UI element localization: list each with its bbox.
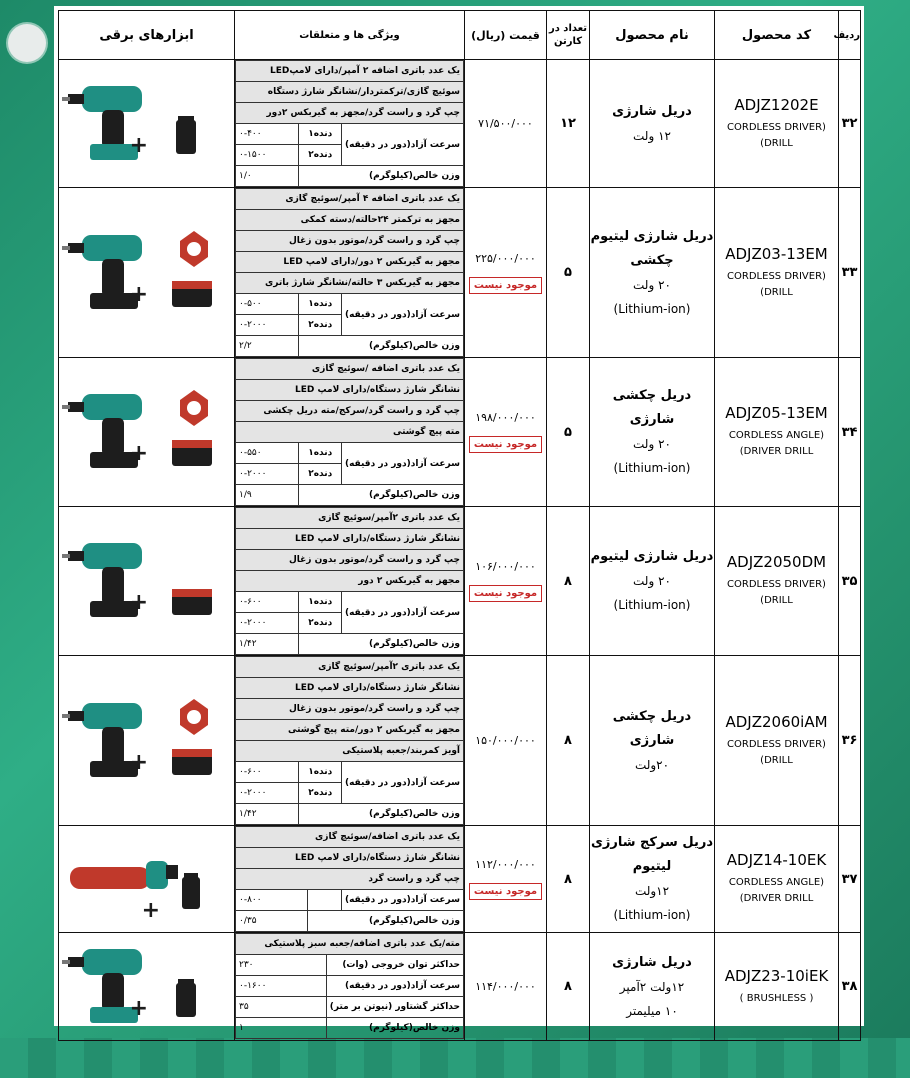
price-value: ۱۱۴/۰۰۰/۰۰۰ [475, 980, 536, 993]
weight-value: ۰/۳۵ [236, 911, 308, 932]
carton-qty: ۸ [547, 507, 590, 656]
gear-label: دنده۱ [299, 762, 342, 783]
speed-label: سرعت آزاد(دور در دقیقه) [341, 762, 463, 804]
speed-value: ۰-۵۰۰ [236, 294, 299, 315]
weight-label: وزن خالص(کیلوگرم) [299, 804, 464, 825]
carton-qty: ۱۲ [547, 60, 590, 188]
header-code: کد محصول [715, 11, 839, 60]
specs-table [235, 188, 464, 357]
header-price: قیمت (ریال) [465, 11, 547, 60]
gear-label: دنده۲ [299, 464, 342, 485]
product-row [59, 656, 861, 826]
product-code-cell [715, 507, 839, 656]
price-cell [465, 826, 547, 933]
speed-value: ۰-۴۰۰ [236, 124, 299, 145]
header-row [59, 11, 861, 60]
svg-text:+: + [141, 898, 160, 923]
product-code-desc: (CORDLESS ANGLE DRIVER DRILL) [728, 430, 825, 457]
product-spec-line: ۱۲ولت [634, 884, 670, 898]
product-code: ADJZ23-10iEK [724, 966, 829, 985]
spec-label: حداکثر توان خروجی (وات) [326, 955, 463, 976]
warranty-badge-icon [180, 699, 208, 735]
specs-table [235, 507, 464, 655]
header-image: ابزارهای برقی [59, 11, 235, 60]
svg-text:+: + [129, 995, 148, 1021]
product-name-cell [590, 358, 715, 507]
product-image [62, 827, 232, 927]
row-number: ۳۸ [839, 933, 861, 1041]
product-spec-line: ۲۰ولت [634, 757, 670, 772]
spec-line: نشانگر شارژ دستگاه/دارای لامپ LED [236, 529, 464, 550]
weight-label: وزن خالص(کیلوگرم) [299, 634, 464, 655]
gear-label: دنده۱ [299, 124, 342, 145]
spec-value: ۲۳۰ [236, 955, 327, 976]
product-spec-line: ۱۰ میلیمتر [626, 1003, 678, 1018]
product-code: ADJZ05-13EM [725, 404, 828, 422]
product-name-cell [590, 826, 715, 933]
spec-value: ۰-۱۶۰۰ [236, 976, 327, 997]
specs-cell [235, 507, 465, 656]
product-code-cell [715, 358, 839, 507]
speed-label: سرعت آزاد(دور در دقیقه) [341, 443, 463, 485]
product-code-cell [715, 933, 839, 1041]
product-name-cell [590, 188, 715, 358]
product-name: دریل شارژی [612, 954, 692, 970]
price-cell [465, 358, 547, 507]
spec-line: یک عدد باتری اضافه ۲ آمپر/دارای لامپLED [236, 61, 464, 82]
svg-text:+: + [129, 132, 148, 158]
product-spec-line: (Lithium-ion) [613, 908, 691, 922]
specs-cell [235, 188, 465, 358]
image-cell [59, 507, 235, 656]
angle-drill-icon [70, 861, 178, 889]
product-spec-line: ۱۲ ولت [633, 128, 671, 143]
battery-icon [172, 749, 212, 775]
price-table [58, 10, 861, 1041]
decor-circle [8, 24, 46, 62]
specs-cell [235, 358, 465, 507]
image-cell [59, 933, 235, 1041]
header-row-number: ردیف [839, 11, 861, 60]
product-code-desc: (CORDLESS DRIVER DRILL) [727, 738, 826, 766]
product-code: ADJZ03-13EM [725, 244, 828, 263]
weight-value: ۱ [236, 1018, 327, 1039]
gear-label: دنده۲ [299, 315, 342, 336]
out-of-stock-badge: موجود نیست [469, 277, 542, 294]
gear-label: دنده۱ [299, 443, 342, 464]
product-name: دریل شارژی لیتیوم چکشی [590, 228, 714, 268]
row-number: ۳۷ [839, 826, 861, 933]
spec-value: ۳۵ [236, 997, 327, 1018]
product-code-desc: ( BRUSHLESS ) [739, 992, 814, 1004]
product-code-desc: (CORDLESS DRIVER DRILL) [727, 579, 826, 606]
product-row [59, 507, 861, 656]
price-cell [465, 656, 547, 826]
weight-value: ۱/۴۲ [236, 804, 299, 825]
speed-value: ۰-۲۰۰۰ [236, 464, 299, 485]
price-value: ۷۱/۵۰۰/۰۰۰ [478, 117, 533, 130]
carton-qty: ۵ [547, 358, 590, 507]
weight-value: ۱/۹ [236, 485, 299, 506]
gear-label: دنده۲ [299, 145, 342, 166]
product-row [59, 60, 861, 188]
price-cell [465, 933, 547, 1041]
spec-line: چپ گرد و راست گرد/سرکج/مته دریل چکشی [236, 401, 464, 422]
speed-value: ۰-۸۰۰ [236, 890, 308, 911]
battery-icon [172, 589, 212, 615]
row-number: ۳۳ [839, 188, 861, 358]
product-code-cell [715, 826, 839, 933]
svg-text:+: + [129, 749, 148, 775]
specs-table [235, 826, 464, 932]
speed-value: ۰-۱۵۰۰ [236, 145, 299, 166]
gear-label: دنده۱ [299, 592, 342, 613]
specs-table [235, 358, 464, 506]
speed-value: ۰-۲۰۰۰ [236, 783, 299, 804]
product-image [62, 380, 232, 480]
spec-line: مجهز به ترکمتر ۲۴حالته/دسته کمکی [236, 210, 464, 231]
speed-label: سرعت آزاد(دور در دقیقه) [341, 592, 463, 634]
price-cell [465, 188, 547, 358]
spec-line: سوئیچ گازی/ترکمتردار/نشانگر شارژ دستگاه [236, 82, 464, 103]
product-code-desc: (CORDLESS ANGLE DRIVER DRILL) [728, 877, 825, 904]
speed-value: ۰-۲۰۰۰ [236, 315, 299, 336]
out-of-stock-badge: موجود نیست [469, 585, 542, 602]
spec-label: حداکثر گشتاور (نیوتن بر متر) [326, 997, 463, 1018]
product-image [62, 529, 232, 629]
product-code-cell [715, 60, 839, 188]
product-image [62, 935, 232, 1035]
weight-label: وزن خالص(کیلوگرم) [299, 336, 464, 357]
weight-value: ۱/۰ [236, 166, 299, 187]
price-cell [465, 60, 547, 188]
price-value: ۲۲۵/۰۰۰/۰۰۰ [475, 251, 536, 265]
spec-line: مته پیچ گوشتی [236, 422, 464, 443]
spec-line: چپ گرد و راست گرد/موتور بدون زغال [236, 231, 464, 252]
weight-label: وزن خالص(کیلوگرم) [299, 485, 464, 506]
warranty-badge-icon [180, 231, 208, 267]
carton-qty: ۸ [547, 656, 590, 826]
product-code: ADJZ14-10EK [726, 851, 827, 869]
product-spec-line: (Lithium-ion) [613, 301, 691, 316]
spec-line: نشانگر شارژ دستگاه/دارای لامپ LED [236, 848, 464, 869]
product-name-cell [590, 60, 715, 188]
weight-value: ۲/۲ [236, 336, 299, 357]
specs-table [235, 656, 464, 825]
header-qty: تعداد در کارتن [547, 11, 590, 60]
header-specs: ویژگی ها و متعلقات [235, 11, 465, 60]
spec-line: نشانگر شارژ دستگاه/دارای لامپ LED [236, 678, 464, 699]
speed-value: ۰-۶۰۰ [236, 762, 299, 783]
specs-cell [235, 60, 465, 188]
spec-line: یک عدد باتری اضافه /سوئیچ گازی [236, 359, 464, 380]
spec-line: آویز کمربند/جعبه پلاستیکی [236, 741, 464, 762]
battery-icon [172, 281, 212, 307]
spec-label: سرعت آزاد(دور در دقیقه) [326, 976, 463, 997]
specs-cell [235, 933, 465, 1041]
row-number: ۳۵ [839, 507, 861, 656]
product-row [59, 188, 861, 358]
carton-qty: ۸ [547, 933, 590, 1041]
speed-value: ۰-۵۵۰ [236, 443, 299, 464]
speed-label: سرعت آزاد(دور در دقیقه) [341, 124, 463, 166]
weight-label: وزن خالص(کیلوگرم) [299, 166, 464, 187]
out-of-stock-badge: موجود نیست [469, 883, 542, 900]
svg-text:+: + [129, 590, 148, 615]
product-name: دریل چکشی شارژی [612, 388, 692, 427]
out-of-stock-badge: موجود نیست [469, 436, 542, 453]
product-name: دریل سرکج شارژی لیتیوم [590, 835, 714, 874]
product-name: دریل شارژی [612, 103, 692, 119]
image-cell [59, 826, 235, 933]
row-number: ۳۴ [839, 358, 861, 507]
battery-icon [176, 979, 196, 1017]
speed-value: ۰-۲۰۰۰ [236, 613, 299, 634]
product-image [62, 689, 232, 789]
gear-label: دنده۲ [299, 613, 342, 634]
spec-line: چپ گرد و راست گرد/مجهز به گیربکس ۲دور [236, 103, 464, 124]
weight-label: وزن خالص(کیلوگرم) [307, 911, 464, 932]
product-name-cell [590, 507, 715, 656]
product-code-desc: (CORDLESS DRIVER DRILL) [727, 121, 826, 149]
product-code-cell [715, 656, 839, 826]
weight-label: وزن خالص(کیلوگرم) [326, 1018, 463, 1039]
battery-icon [176, 116, 196, 154]
specs-table [235, 933, 464, 1039]
price-value: ۱۹۸/۰۰۰/۰۰۰ [475, 411, 536, 424]
product-spec-line: ۲۰ ولت [633, 277, 671, 292]
speed-value: ۰-۶۰۰ [236, 592, 299, 613]
product-spec-line: ۲۰ ولت [633, 574, 671, 588]
spec-line: یک عدد باتری اضافه/سوئیچ گازی [236, 827, 464, 848]
product-spec-line: ۲۰ ولت [633, 437, 671, 451]
carton-qty: ۸ [547, 826, 590, 933]
product-row [59, 358, 861, 507]
spec-line: چپ گرد و راست گرد [236, 869, 464, 890]
spec-line: یک عدد باتری ۲آمپر/سوئیچ گازی [236, 508, 464, 529]
gear-label [307, 890, 341, 911]
product-name-cell [590, 656, 715, 826]
row-number: ۳۶ [839, 656, 861, 826]
product-code-cell [715, 188, 839, 358]
price-value: ۱۵۰/۰۰۰/۰۰۰ [475, 734, 536, 747]
spec-line: مجهز به گیربکس ۳ حالته/نشانگر شارژ باتری [236, 273, 464, 294]
product-row [59, 933, 861, 1041]
spec-line: نشانگر شارژ دستگاه/دارای لامپ LED [236, 380, 464, 401]
product-spec-line: (Lithium-ion) [613, 461, 691, 475]
product-spec-line: ۱۲ولت ۲آمپر [619, 979, 685, 994]
weight-value: ۱/۴۲ [236, 634, 299, 655]
header-name: نام محصول [590, 11, 715, 60]
specs-cell [235, 826, 465, 933]
spec-line: چپ گرد و راست گرد/موتور بدون زغال [236, 699, 464, 720]
spec-line: مجهز به گیربکس ۲ دور/دارای لامپ LED [236, 252, 464, 273]
image-cell [59, 358, 235, 507]
spec-line: مته/یک عدد باتری اضافه/جعبه سبز پلاستیکی [236, 934, 464, 955]
svg-text:+: + [129, 281, 148, 307]
svg-text:+: + [129, 441, 148, 466]
specs-table [235, 60, 464, 187]
price-value: ۱۱۲/۰۰۰/۰۰۰ [475, 858, 536, 871]
product-name-cell [590, 933, 715, 1041]
gear-label: دنده۱ [299, 294, 342, 315]
row-number: ۳۲ [839, 60, 861, 188]
spec-line: مجهز به گیربکس ۲ دور [236, 571, 464, 592]
product-code: ADJZ2050DM [726, 553, 827, 571]
product-code: ADJZ2060iAM [725, 712, 828, 731]
product-code: ADJZ1202E [734, 95, 819, 114]
price-cell [465, 507, 547, 656]
image-cell [59, 188, 235, 358]
carton-qty: ۵ [547, 188, 590, 358]
price-value: ۱۰۶/۰۰۰/۰۰۰ [475, 560, 536, 573]
product-spec-line: (Lithium-ion) [613, 598, 691, 612]
specs-cell [235, 656, 465, 826]
battery-icon [172, 440, 212, 466]
spec-line: چپ گرد و راست گرد/موتور بدون زغال [236, 550, 464, 571]
product-name: دریل شارژی لیتیوم [590, 549, 714, 564]
speed-label: سرعت آزاد(دور در دقیقه) [341, 294, 463, 336]
image-cell [59, 656, 235, 826]
warranty-badge-icon [180, 390, 208, 426]
product-image [62, 72, 232, 172]
spec-line: یک عدد باتری ۲آمپر/سوئیچ گازی [236, 657, 464, 678]
product-name: دریل چکشی شارژی [612, 708, 692, 748]
speed-label: سرعت آزاد(دور در دقیقه) [341, 890, 463, 911]
product-image [62, 221, 232, 321]
spec-line: یک عدد باتری اضافه ۴ آمپر/سوئیچ گازی [236, 189, 464, 210]
product-row [59, 826, 861, 933]
image-cell [59, 60, 235, 188]
spec-line: مجهز به گیربکس ۲ دور/مته پیچ گوشتی [236, 720, 464, 741]
product-code-desc: (CORDLESS DRIVER DRILL) [727, 270, 826, 298]
battery-icon [182, 873, 200, 909]
gear-label: دنده۲ [299, 783, 342, 804]
